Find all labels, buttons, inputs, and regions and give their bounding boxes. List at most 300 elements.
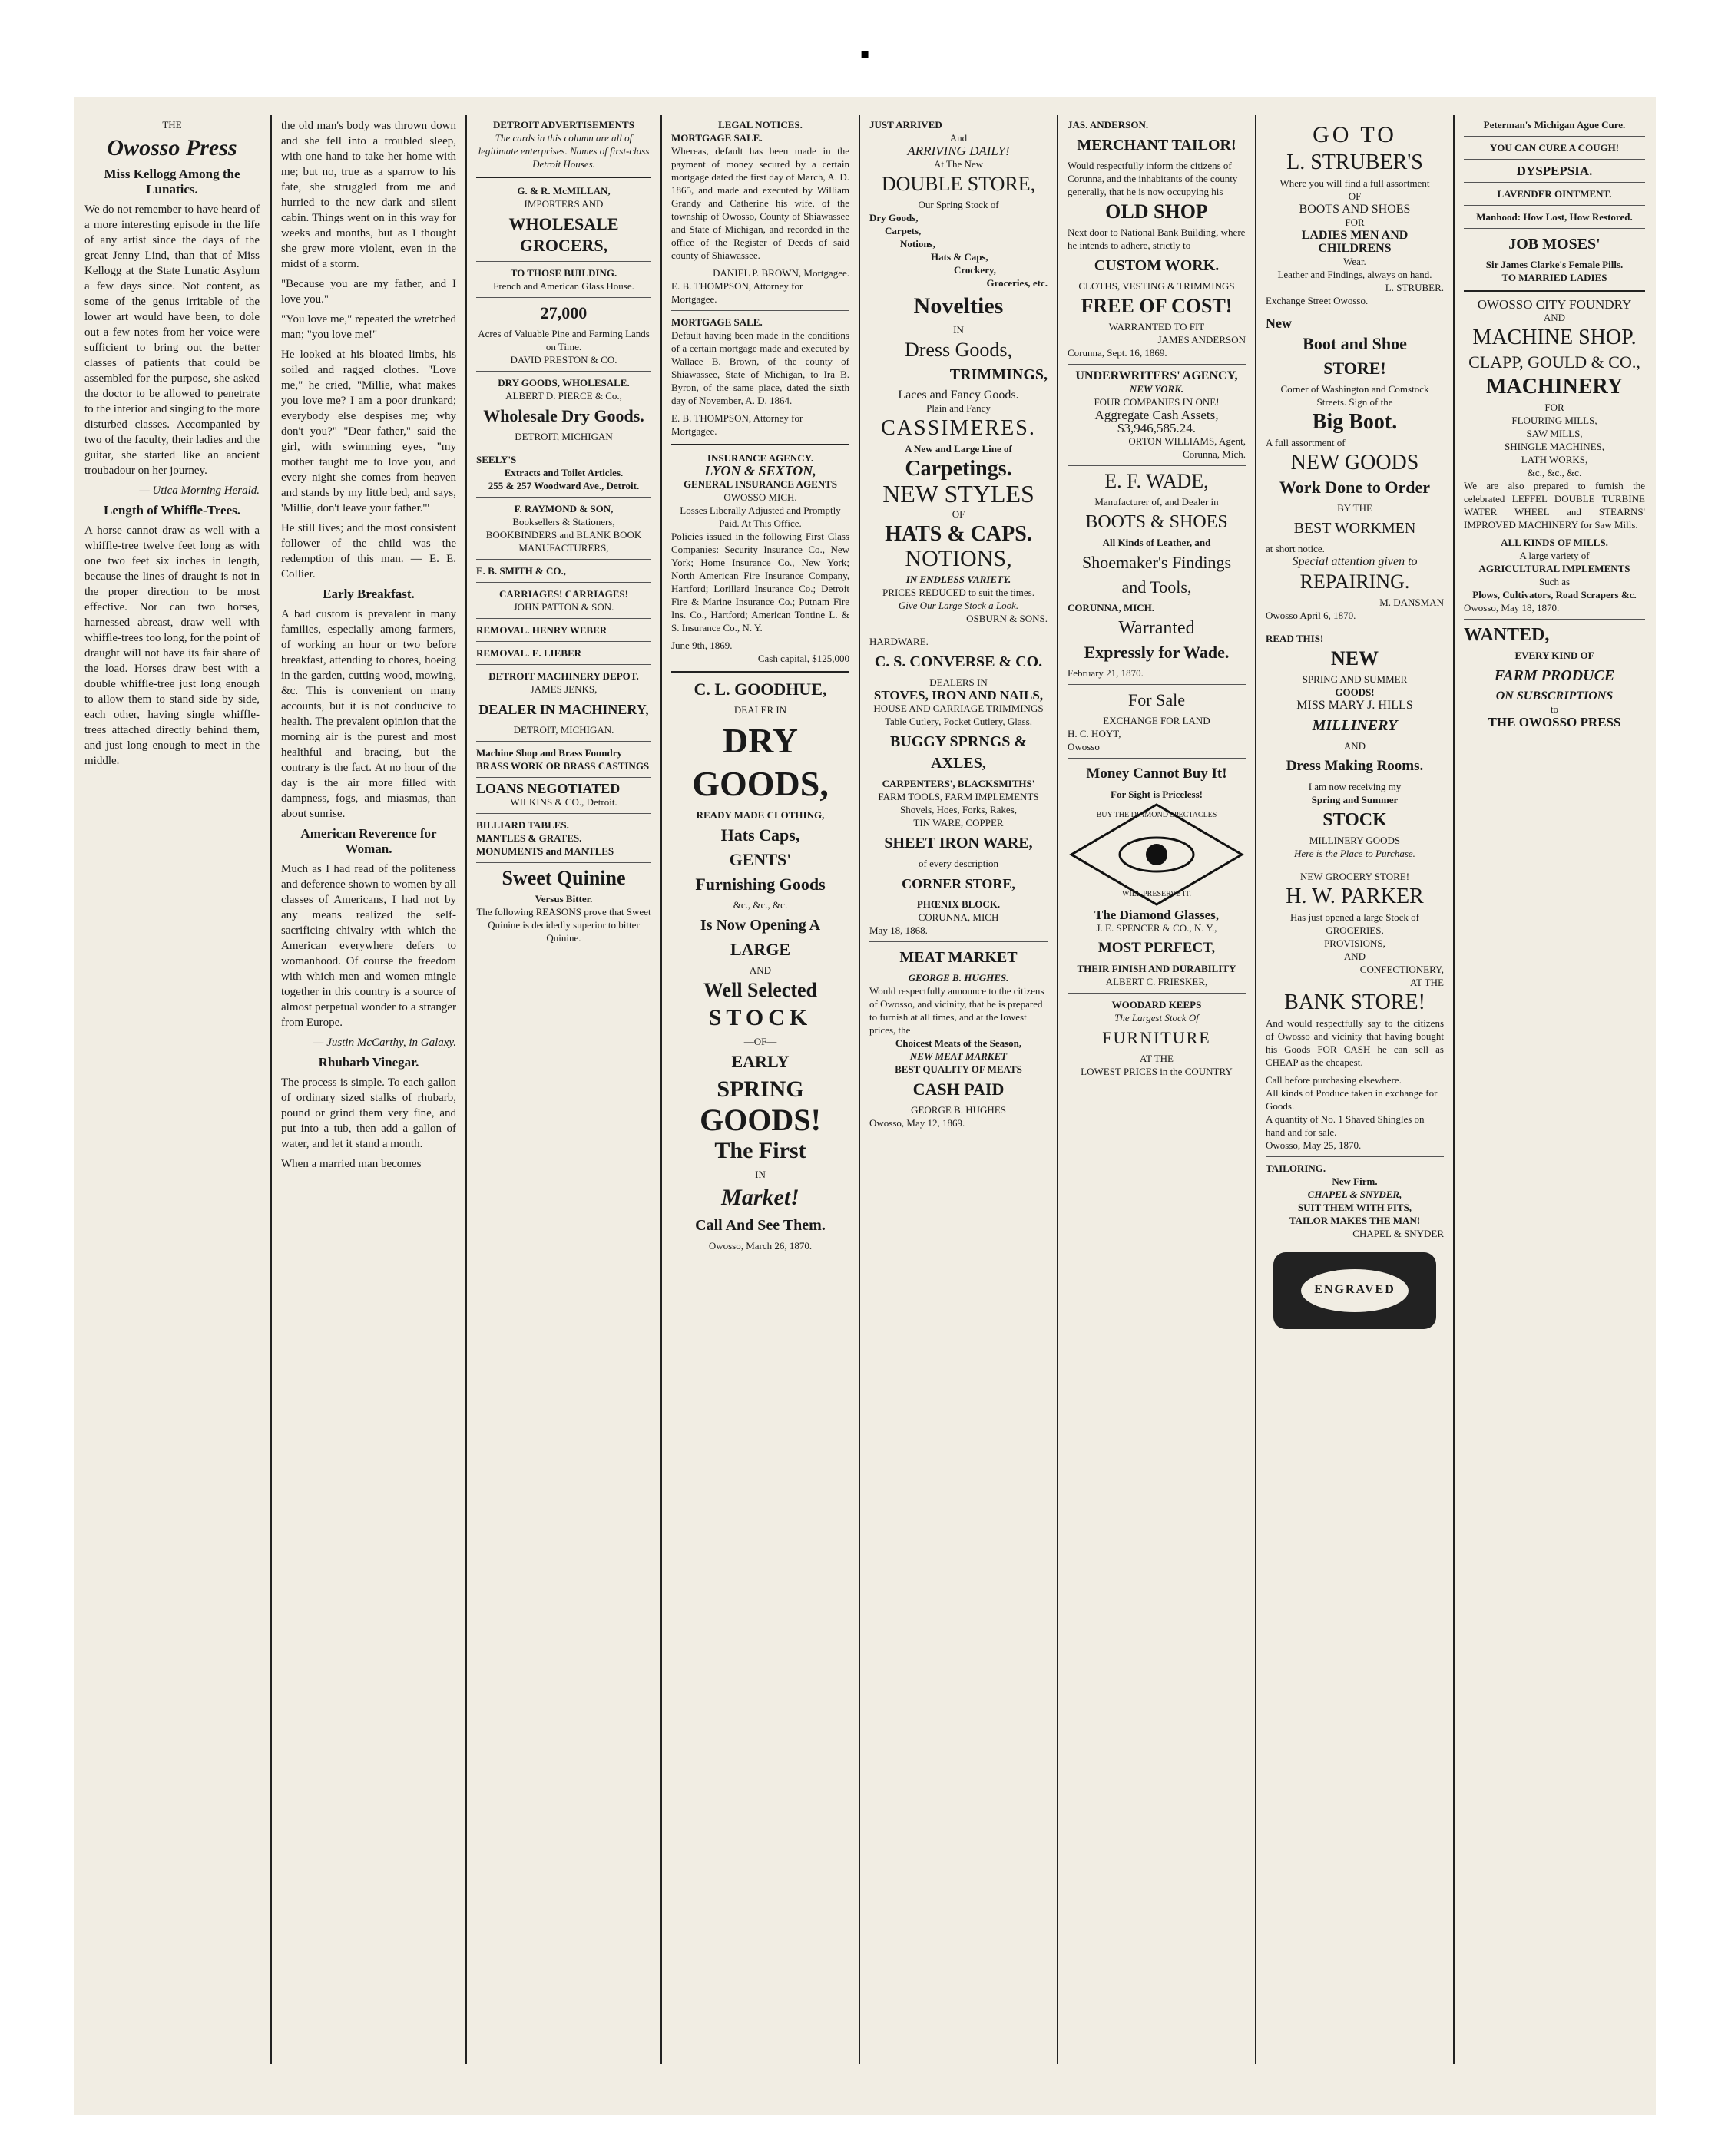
- ad-title: MACHINE SHOP.: [1472, 326, 1637, 349]
- article-footer: When a married man becomes: [281, 1158, 422, 1170]
- story-body: He still lives; and the most consistent follower of the child was the redemption of this man. — E. E. Collier.: [281, 522, 456, 580]
- notice-body: Whereas, default has been made in the payment of money secured by a certain mortgage dated the first day of March, A. D. 1865, and made and executed by William Grandy and Catherine his wife, of the township of Owosso, County of Shiawassee and State of Michigan, and recorded in the office of the Register of Deeds of said county of Shiawassee.: [671, 145, 849, 261]
- ad-signature: H. C. HOYT,: [1068, 728, 1121, 739]
- column-rule: [1057, 115, 1058, 2064]
- ad-list-item: Hats & Caps,: [931, 251, 988, 263]
- ad-date: Owosso, May 18, 1870.: [1464, 602, 1560, 613]
- ad-sub: Our Spring Stock of: [918, 199, 999, 210]
- ad-line: Has just opened a large Stock of: [1290, 911, 1419, 923]
- ad-name: MISS MARY J. HILLS: [1296, 699, 1413, 712]
- column-8: [1456, 115, 1653, 2064]
- divider: [476, 641, 651, 642]
- ad-line: FURNITURE: [1102, 1028, 1211, 1047]
- ad-title: For Sale: [1128, 690, 1185, 709]
- section-header: LEGAL NOTICES.: [718, 119, 803, 131]
- engraved-stamp: [1266, 1245, 1444, 1337]
- ad-title: OWOSSO CITY FOUNDRY: [1477, 297, 1632, 312]
- ad-name: E. F. WADE,: [1104, 470, 1209, 492]
- divider: [476, 177, 651, 178]
- ad-name: JOHN PATTON & SON.: [513, 601, 614, 613]
- story-quote: "Because you are my father, and I love you.": [281, 278, 456, 306]
- ad-address: 255 & 257 Woodward Ave., Detroit.: [488, 480, 640, 491]
- ad-title: GO TO: [1313, 122, 1397, 147]
- ad-line: FREE OF COST!: [1081, 295, 1233, 317]
- ad-title: Extracts and Toilet Articles.: [504, 467, 624, 478]
- divider: [476, 664, 651, 665]
- ad-line: Expressly for Wade.: [1084, 643, 1230, 662]
- ad-line: LADIES MEN AND CHILDRENS: [1301, 229, 1409, 255]
- ad-capital: Cash capital, $125,000: [757, 653, 849, 664]
- ad-line: A full assortment of: [1266, 437, 1346, 448]
- badge-top-text: BUY THE DIAMOND SPECTACLES: [1096, 811, 1217, 819]
- ad-body: HOUSE AND CARRIAGE TRIMMINGS Table Cutlery, Pocket Cutlery, Glass.: [873, 703, 1044, 727]
- ad-line: NEW STYLES: [882, 480, 1034, 508]
- notice-signature: DANIEL P. BROWN, Mortgagee.: [713, 267, 849, 279]
- ad-sub: IMPORTERS AND: [524, 198, 604, 210]
- ad-list-item: Groceries, etc.: [986, 277, 1048, 289]
- article-body: A bad custom is prevalent in many families, especially among farmers, of working an hour or two before breakfast, attending to chores, hoeing in the garden, cutting wood, mowing, &c. This is convenient on many accounts, but it is not conducive to health. The prevalent opinion that the morning air is the purest and most healthful and bracing, but the contrary is the fact. At no hour of the day is the air more filled with dampness, fogs, and miasmas, than about sunrise.: [281, 608, 456, 820]
- ad-line: IN: [953, 324, 964, 336]
- ad-line: Well Selected: [703, 979, 817, 1001]
- notice-attorney: E. B. THOMPSON, Attorney for Mortgagee.: [671, 412, 803, 437]
- ad-title: BILLIARD TABLES.: [476, 819, 569, 831]
- ad-date: June 9th, 1869.: [671, 640, 733, 651]
- ad-line: &c., &c., &c.: [733, 899, 788, 911]
- ad-line: LARGE: [730, 940, 791, 959]
- divider: [671, 310, 849, 311]
- ad-line: Give Our Large Stock a Look.: [898, 600, 1019, 611]
- ad-line: Market!: [721, 1185, 799, 1210]
- ad-line: OF: [952, 508, 965, 520]
- ad-signature: GEORGE B. HUGHES: [911, 1104, 1006, 1116]
- ad-title: INSURANCE AGENCY.: [707, 452, 814, 464]
- ad-body: Policies issued in the following First Class Companies: Security Insurance Co., New York; Home Insurance Co., New York; North American Fire Insurance Company, Hartford; Lorillard Insurance Co.; Detroit Fire & Marine Insurance Co.; Putnam Fire Ins. Co., Hartford; American Tontine L. & S. Insurance Co., N. Y.: [671, 531, 849, 633]
- ad-name: CHAPEL & SNYDER,: [1307, 1189, 1402, 1200]
- ad-title: Wholesale Dry Goods.: [483, 406, 644, 425]
- ad-title: WOODARD KEEPS: [1111, 999, 1202, 1010]
- ad-line: BY THE: [1337, 502, 1372, 514]
- ad-agent: ALBERT C. FRIESKER,: [1105, 976, 1208, 987]
- ad-signature: JAMES ANDERSON: [1157, 334, 1246, 346]
- ad-line: FARM PRODUCE: [1494, 667, 1615, 684]
- column-1: [77, 115, 267, 2064]
- divider: [1068, 993, 1246, 994]
- ad-line: Wear.: [1343, 256, 1366, 267]
- ad-title: MERCHANT TAILOR!: [1077, 137, 1236, 154]
- ad-line: OLD SHOP: [1105, 200, 1208, 223]
- ad-body: And would respectfully say to the citizens of Owosso and vicinity that having bought his Goods FOR CASH he can sell as CHEAP as the cheapest.: [1266, 1017, 1444, 1068]
- ad-line: Is Now Opening A: [700, 917, 821, 934]
- ad-signature: OSBURN & SONS.: [966, 613, 1048, 624]
- ad-line: Leather and Findings, always on hand.: [1277, 269, 1432, 280]
- column-rule: [465, 115, 467, 2064]
- ad-line: THEIR FINISH AND DURABILITY: [1077, 963, 1236, 974]
- ad-line: The Largest Stock Of: [1114, 1012, 1199, 1023]
- ad-line: STOCK: [708, 1005, 813, 1030]
- column-4: [664, 115, 857, 2064]
- ad-line: MILLINERY GOODS: [1309, 835, 1401, 846]
- section-header: DETROIT ADVERTISEMENTS: [493, 119, 634, 131]
- divider: [1464, 159, 1645, 160]
- ad-line: New: [1266, 316, 1292, 331]
- ad-line: at short notice.: [1266, 543, 1325, 554]
- ad-title: REMOVAL. E. LIEBER: [476, 647, 582, 659]
- ad-line: HATS & CAPS.: [885, 522, 1032, 546]
- ad-line: CUSTOM WORK.: [1094, 257, 1220, 274]
- article-title: Rhubarb Vinegar.: [318, 1055, 419, 1070]
- divider: [1464, 619, 1645, 620]
- ad-line: CASSIMERES.: [881, 416, 1036, 440]
- ad-line: GOODS!: [700, 1103, 821, 1137]
- ad-line: THE OWOSSO PRESS: [1488, 715, 1621, 729]
- ad-line: And: [949, 132, 968, 144]
- ad-line: New Firm.: [1332, 1176, 1378, 1187]
- ad-line: A New and Large Line of: [905, 443, 1012, 455]
- ad-name: SEELY'S: [476, 454, 517, 465]
- ad-agent: ORTON WILLIAMS, Agent,: [1128, 435, 1246, 447]
- ad-title: TAILORING.: [1266, 1162, 1326, 1174]
- ad-line: Work Done to Order: [1279, 478, 1431, 497]
- ad-city: DETROIT, MICHIGAN: [515, 431, 613, 442]
- divider: [1068, 758, 1246, 759]
- ad-signature: L. STRUBER.: [1385, 282, 1444, 293]
- divider: [671, 671, 849, 673]
- ad-title: Money Cannot Buy It!: [1086, 766, 1227, 782]
- ad-line: PROVISIONS,: [1324, 937, 1385, 949]
- ad-line: Shoemaker's Findings: [1081, 553, 1231, 572]
- ad-line: EARLY: [731, 1052, 790, 1071]
- ad-label: HARDWARE.: [869, 636, 929, 647]
- ad-title: Manhood: How Lost, How Restored.: [1476, 211, 1633, 223]
- ad-name: DAVID PRESTON & CO.: [510, 354, 617, 365]
- divider: [476, 618, 651, 619]
- ad-name: L. STRUBER'S: [1286, 150, 1423, 174]
- ad-title: STORE!: [1323, 359, 1386, 378]
- ad-line: Shovels, Hoes, Forks, Rakes,: [899, 804, 1018, 815]
- ad-title: STOVES, IRON AND NAILS,: [873, 688, 1044, 703]
- ad-line: FLOURING MILLS,: [1511, 415, 1597, 426]
- divider: [1464, 136, 1645, 137]
- ad-line: SHEET IRON WARE,: [884, 835, 1033, 851]
- divider: [1464, 290, 1645, 292]
- ad-title: Peterman's Michigan Ague Cure.: [1483, 119, 1626, 131]
- ad-line: IN: [755, 1169, 766, 1180]
- section-intro: The cards in this column are all of legitimate enterprises. Names of first-class Detroit Houses.: [478, 132, 650, 170]
- ad-line: EVERY KIND OF: [1514, 650, 1594, 661]
- ad-line: BOOTS AND SHOES: [1299, 203, 1411, 216]
- ad-body: We are also prepared to furnish the celebrated LEFFEL DOUBLE TURBINE WATER WHEEL and STEARNS' IMPROVED MACHINERY for Saw Mills.: [1464, 480, 1645, 531]
- ad-title: Sweet Quinine: [502, 867, 626, 889]
- column-rule: [1453, 115, 1455, 2064]
- ad-title: MACHINERY: [1486, 375, 1623, 398]
- ad-line: FARM TOOLS, FARM IMPLEMENTS: [878, 791, 1039, 802]
- ad-line: TIN WARE, COPPER: [913, 817, 1004, 828]
- ad-line: of every description: [919, 858, 998, 869]
- ad-line: AGRICULTURAL IMPLEMENTS: [1478, 563, 1630, 574]
- ad-sub: EXCHANGE FOR LAND: [1103, 715, 1210, 726]
- ad-line: OF: [1348, 190, 1362, 202]
- ad-title: CARRIAGES! CARRIAGES!: [499, 588, 628, 600]
- ad-city: NEW YORK.: [1129, 383, 1184, 395]
- ad-line: SUIT THEM WITH FITS,: [1297, 1202, 1412, 1213]
- ad-name: WILKINS & CO., Detroit.: [510, 796, 617, 808]
- ad-line: GROCERIES,: [1326, 924, 1384, 936]
- ad-title: UNDERWRITERS' AGENCY,: [1075, 369, 1238, 382]
- ad-line: AND: [1343, 740, 1366, 752]
- divider: [1068, 684, 1246, 685]
- ad-line: AND: [1343, 951, 1366, 962]
- ad-line: NEW GROCERY STORE!: [1299, 871, 1410, 882]
- ad-title: Machine Shop and Brass Foundry: [476, 747, 622, 759]
- ad-title: NEW: [1330, 647, 1379, 670]
- divider: [476, 261, 651, 262]
- ad-line: WARRANTED TO FIT: [1108, 321, 1205, 332]
- divider: [476, 862, 651, 863]
- ad-line: At The New: [933, 158, 984, 170]
- ad-sub: Versus Bitter.: [535, 893, 593, 904]
- ad-list-item: Dry Goods,: [869, 212, 919, 223]
- story-body: He looked at his bloated limbs, his soiled and ragged clothes. "Love me," he cried, "Millie, what makes you love me? I am a poor drunkard; everybody else despises me; why don't you?" "Dear father," said the girl, with swimming eyes, "my mother taught me to love you, and every night she comes from heaven and stands by my little bed, and says, 'Millie, don't leave your father.'": [281, 349, 456, 514]
- ad-line: Plain and Fancy: [926, 402, 991, 414]
- column-7: [1258, 115, 1452, 2064]
- ad-sub: Manufacturer of, and Dealer in: [1094, 496, 1219, 508]
- ad-line: and Tools,: [1121, 577, 1192, 597]
- ad-line: BEST QUALITY OF MEATS: [895, 1063, 1022, 1075]
- article-byline: — Justin McCarthy, in Galaxy.: [313, 1037, 456, 1049]
- diamond-badge: [1068, 801, 1246, 908]
- ad-name: JAS. ANDERSON.: [1068, 119, 1149, 131]
- ad-title: JOB MOSES': [1508, 236, 1601, 253]
- ad-date: Owosso, March 26, 1870.: [708, 1240, 813, 1252]
- ad-line: GENTS': [729, 850, 792, 869]
- notice-title: MORTGAGE SALE.: [671, 316, 763, 328]
- column-6: [1060, 115, 1253, 2064]
- article-body: Much as I had read of the politeness and deference shown to women by all classes of Americans, I had not by any means realized the self-sacrificing chivalry with which the American everywhere defers to womanhood. Of course the freedom with which men and women mingle together in this country is a source of almost perpetual wonder to a stranger from Europe.: [281, 863, 456, 1029]
- divider: [1266, 1156, 1444, 1157]
- ad-line: FOUR COMPANIES IN ONE!: [1094, 396, 1220, 408]
- ad-line: —OF—: [743, 1036, 777, 1047]
- divider: [476, 371, 651, 372]
- ad-line: Furnishing Goods: [695, 875, 826, 894]
- ad-name: H. W. PARKER: [1286, 885, 1424, 908]
- ad-line: Dress Goods,: [904, 339, 1013, 361]
- ad-line: MILLINERY: [1312, 717, 1398, 734]
- ad-date: May 18, 1868.: [869, 924, 928, 936]
- ad-line: ALL KINDS OF MILLS.: [1501, 537, 1608, 548]
- ad-body: Corner of Washington and Comstock Streets. Sign of the: [1280, 383, 1429, 408]
- ad-line: CONFECTIONERY,: [1359, 964, 1444, 975]
- ad-line: Dress Making Rooms.: [1286, 758, 1424, 774]
- ad-title: LAVENDER OINTMENT.: [1497, 188, 1612, 200]
- ad-line: AND: [749, 964, 772, 976]
- ad-city: Exchange Street Owosso.: [1266, 295, 1369, 306]
- divider: [476, 813, 651, 814]
- article-title: Early Breakfast.: [323, 587, 415, 601]
- ad-line: Call And See Them.: [695, 1217, 826, 1234]
- masthead-label: THE: [162, 119, 182, 131]
- masthead-title: Owosso Press: [107, 135, 237, 160]
- ad-title: DOUBLE STORE,: [881, 173, 1036, 195]
- ad-line: Carpetings.: [905, 457, 1012, 481]
- ad-name: GEORGE B. HUGHES.: [908, 972, 1009, 984]
- ad-title: DRY GOODS, WHOLESALE.: [498, 377, 630, 389]
- ad-title: Boot and Shoe: [1303, 334, 1407, 353]
- ad-line: AND: [1543, 312, 1566, 323]
- ad-line: ON SUBSCRIPTIONS: [1495, 689, 1614, 703]
- ad-line: REPAIRING.: [1299, 570, 1410, 593]
- ad-title: The Diamond Glasses,: [1094, 908, 1219, 922]
- ad-line: TO MARRIED LADIES: [1501, 272, 1607, 283]
- ad-body: French and American Glass House.: [493, 280, 634, 292]
- ad-date: February 21, 1870.: [1068, 667, 1144, 679]
- ad-list-item: Notions,: [900, 238, 935, 250]
- ad-body: Booksellers & Stationers, BOOKBINDERS and BLANK BOOK MANUFACTURERS,: [485, 516, 642, 554]
- story-body: the old man's body was thrown down and she fell into a troubled sleep, with one hand to take her home with me; but no, true as a sparrow to his fate, she struggled from me and hurried to the new dark and silent cabin. Things went on in this way for weeks and months, but as I thought she grew more violent, even in the midst of a storm.: [281, 120, 456, 270]
- article-byline: — Utica Morning Herald.: [139, 484, 260, 497]
- divider: [476, 777, 651, 778]
- ad-sub: DEALER IN: [733, 704, 787, 716]
- ad-line: Sir James Clarke's Female Pills.: [1485, 259, 1624, 270]
- ad-title: LOANS NEGOTIATED: [476, 781, 621, 796]
- notice-attorney: E. B. THOMPSON, Attorney for Mortgagee.: [671, 280, 803, 305]
- ad-title: DYSPEPSIA.: [1516, 164, 1593, 178]
- article-body: We do not remember to have heard of a more interesting episode in the life of any artist since the days of the great Jenny Lind, than that of Miss Kellogg at the State Lunatic Asylum a few days since. Not content, as some of the genus irritable of the lower art would have been, to dole out a few notes from her voice were sufficient to bring out the better classes of patients that could be assembled for the purpose, she asked the doctor to be allowed to penetrate to the interior and singing to the more disturbed classes. Accompanied by two of the faculty, their ladies and the guitar, she started like an ancient troubadour on her journey.: [84, 203, 260, 477]
- ad-line: TAILOR MAKES THE MAN!: [1289, 1215, 1421, 1226]
- ad-line: IN ENDLESS VARIETY.: [905, 574, 1011, 585]
- ad-line: I am now receiving my: [1308, 781, 1402, 792]
- ad-line: &c., &c., &c.: [1527, 467, 1582, 478]
- ad-line: MOST PERFECT,: [1097, 940, 1216, 956]
- ad-line: Such as: [1538, 576, 1571, 587]
- ad-line: FOR: [1345, 217, 1365, 228]
- ad-date: Owosso, May 12, 1869.: [869, 1117, 965, 1129]
- ad-name: C. L. GOODHUE,: [694, 680, 827, 699]
- ad-sub: GENERAL INSURANCE AGENTS: [683, 478, 838, 490]
- ad-title: WANTED,: [1464, 625, 1550, 645]
- ad-line: PHŒNIX BLOCK.: [916, 898, 1001, 910]
- ad-line: SPRING AND SUMMER: [1302, 673, 1408, 685]
- ad-date: Owosso, May 25, 1870.: [1266, 1139, 1362, 1151]
- ad-line: JUST ARRIVED: [869, 119, 942, 131]
- ad-city: CORUNNA, MICH: [918, 911, 999, 923]
- ad-line: ARRIVING DAILY!: [907, 144, 1010, 158]
- ad-title: DETROIT MACHINERY DEPOT.: [488, 670, 639, 682]
- divider: [476, 497, 651, 498]
- article-body: A horse cannot draw as well with a whiffle-tree twelve feet long as with one two feet six inches in length, because the lines of draught is not in the proper direction to be most effective. Nor can two horses, harnessed abreast, draw well with whiffle-trees too long, for the point of draught will not have its fair share of the load. Horses draw best with a double whiffle-tree just long enough to allow them to stand side by side, each other, having single whiffle-trees attached directly behind them, and just long enough to meet in the middle.: [84, 524, 260, 767]
- ad-title: BUGGY SPRNGS & AXLES,: [889, 733, 1028, 772]
- ad-line: Warranted: [1118, 618, 1195, 638]
- column-2: [273, 115, 464, 2064]
- ad-name: REMOVAL. HENRY WEBER: [476, 624, 607, 636]
- ad-title: MEAT MARKET: [899, 949, 1018, 966]
- ad-name: LYON & SEXTON,: [704, 463, 816, 478]
- ad-title: MANTLES & GRATES.: [476, 832, 582, 844]
- divider: [1464, 205, 1645, 206]
- ad-city: OWOSSO MICH.: [723, 491, 797, 503]
- ad-line: CARPENTERS', BLACKSMITHS': [882, 778, 1035, 789]
- ad-signature: CHAPEL & SNYDER: [1352, 1228, 1444, 1239]
- ad-line: STOCK: [1322, 810, 1387, 830]
- ad-city: Corunna, Mich.: [1183, 448, 1246, 460]
- badge-bottom-text: WILL PRESERVE IT.: [1121, 890, 1192, 898]
- ad-line: GOODS!: [1335, 686, 1375, 698]
- ad-line: BEST WORKMEN: [1293, 520, 1416, 537]
- ad-line: READY MADE CLOTHING,: [696, 809, 825, 821]
- divider: [476, 582, 651, 583]
- ad-body: The following REASONS prove that Sweet Quinine is decidedly superior to bitter Quinine.: [476, 906, 651, 944]
- column-rule: [1255, 115, 1256, 2064]
- ad-city: Owosso: [1068, 741, 1100, 752]
- ad-line: CORNER STORE,: [902, 876, 1015, 891]
- divider: [476, 297, 651, 298]
- article-title: American Reverence for Woman.: [300, 826, 437, 856]
- ad-line: NOTIONS,: [905, 546, 1012, 571]
- ad-title: BANK STORE!: [1284, 990, 1425, 1014]
- ad-city: CORUNNA, MICH.: [1068, 602, 1155, 613]
- ad-title: Novelties: [913, 293, 1004, 319]
- divider: [1068, 465, 1246, 466]
- ad-line: Aggregate Cash Assets,: [1094, 408, 1219, 422]
- ad-line: Spring and Summer: [1311, 794, 1399, 805]
- ad-sub: BRASS WORK OR BRASS CASTINGS: [476, 760, 650, 772]
- ad-name: CLAPP, GOULD & CO.,: [1468, 352, 1640, 372]
- notice-title: MORTGAGE SALE.: [671, 132, 763, 144]
- ad-note: Losses Liberally Adjusted and Promptly Paid. At This Office.: [680, 504, 841, 529]
- ad-body: Acres of Valuable Pine and Farming Lands on Time.: [478, 328, 650, 352]
- ad-name: C. S. CONVERSE & CO.: [874, 653, 1043, 670]
- divider: [1068, 364, 1246, 365]
- ad-line: Call before purchasing elsewhere.: [1266, 1074, 1402, 1086]
- ad-body: Next door to National Bank Building, where he intends to adhere, strictly to: [1068, 227, 1246, 251]
- ad-title: Big Boot.: [1312, 410, 1398, 434]
- divider: [1464, 182, 1645, 183]
- divider: [476, 741, 651, 742]
- ad-list-item: Crockery,: [954, 264, 996, 276]
- article-title: Miss Kellogg Among the Lunatics.: [104, 167, 240, 197]
- column-rule: [660, 115, 662, 2064]
- ad-line: LOWEST PRICES in the COUNTRY: [1081, 1066, 1233, 1077]
- divider: [671, 444, 849, 445]
- column-rule: [270, 115, 272, 2064]
- ad-title: MONUMENTS and MANTLES: [476, 845, 614, 857]
- ad-name: JAMES JENKS,: [530, 683, 598, 695]
- ad-line: $3,946,585.24.: [1117, 421, 1196, 435]
- ad-line: NEW MEAT MARKET: [909, 1050, 1008, 1062]
- ad-line: PRICES REDUCED to suit the times.: [882, 587, 1034, 598]
- ad-line: NEW GOODS: [1290, 451, 1419, 475]
- ad-title: WHOLESALE GROCERS,: [508, 214, 619, 255]
- ad-line: READ THIS!: [1266, 633, 1324, 644]
- ad-line: TRIMMINGS,: [949, 366, 1048, 383]
- ad-name: E. B. SMITH & CO.,: [476, 565, 567, 577]
- ad-line: AT THE: [1140, 1053, 1174, 1064]
- ad-sub: DEALERS IN: [929, 676, 988, 688]
- ad-line: Choicest Meats of the Season,: [895, 1037, 1022, 1049]
- ad-title: YOU CAN CURE A COUGH!: [1489, 142, 1620, 154]
- ad-title: DEALER IN MACHINERY,: [478, 702, 649, 717]
- column-3: [468, 115, 659, 2064]
- ad-line: to: [1550, 703, 1559, 715]
- ad-sub: For Sight is Priceless!: [1111, 789, 1203, 800]
- ad-line: AT THE: [1410, 977, 1444, 988]
- ad-line: Hats Caps,: [720, 825, 800, 845]
- ad-body: Would respectfully announce to the citizens of Owosso, and vicinity, that he is prepared to furnish at all times, and at the lowest prices, the: [869, 985, 1044, 1036]
- ad-title: TO THOSE BUILDING.: [510, 267, 617, 279]
- article-body: The process is simple. To each gallon of ordinary sized stalks of rhubarb, pound or grind them very fine, and put into a tub, then add a gallon of water, and let it stand a month.: [281, 1076, 456, 1150]
- ad-line: The First: [714, 1138, 806, 1163]
- ad-line: A quantity of No. 1 Shaved Shingles on hand and for sale.: [1266, 1113, 1425, 1138]
- ad-line: Special attention given to: [1292, 555, 1418, 568]
